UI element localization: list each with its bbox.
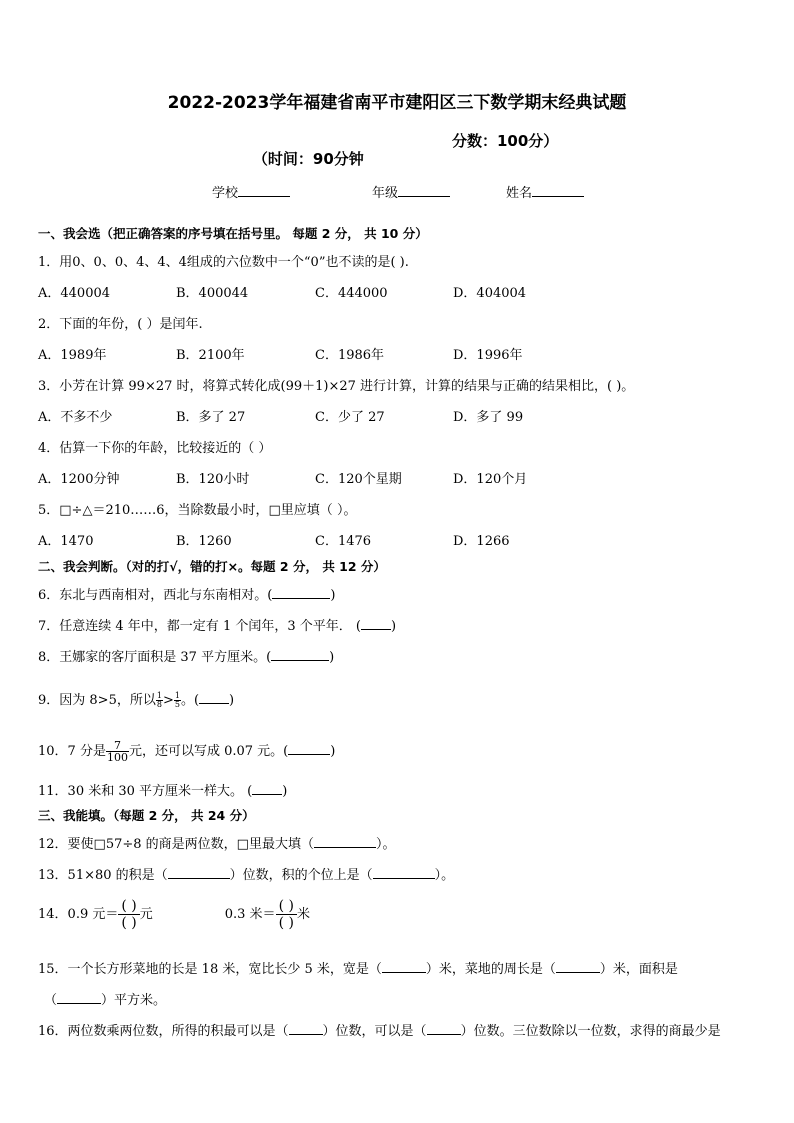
q13-b: ）位数，积的个位上是（ [229, 868, 373, 883]
q16-answer-blank-2[interactable] [427, 1022, 461, 1035]
q14-unit-b: 米 [296, 907, 310, 922]
q15-answer-blank-2[interactable] [556, 960, 600, 973]
q10-close: ) [330, 744, 336, 759]
question-11 [38, 780, 287, 799]
school-blank[interactable] [238, 184, 290, 197]
q14-f1-denominator[interactable]: ( ) [121, 915, 137, 931]
q12-text: 12．要使□57÷8 的商是两位数，□里最大填（ [38, 837, 314, 852]
q9-answer-blank[interactable] [199, 691, 229, 704]
q5-option-a[interactable]: A．1470 [38, 534, 94, 549]
q4-option-d[interactable]: D．120个月 [453, 472, 528, 487]
question-14 [38, 898, 310, 931]
q2-option-a[interactable]: A．1989年 [38, 348, 107, 363]
school-field[interactable] [212, 182, 290, 201]
question-16 [38, 1020, 721, 1039]
q15-e: ）平方米。 [101, 993, 167, 1008]
q10-pre: 10．7 分是 [38, 744, 106, 759]
q1-option-d[interactable]: D．404004 [453, 286, 527, 301]
q16-c: ）位数。三位数除以一位数，求得的商最少是 [460, 1024, 721, 1039]
name-label: 姓名 [506, 186, 533, 201]
q14-fraction-1[interactable] [118, 898, 139, 931]
page-title: 2022-2023学年福建省南平市建阳区三下数学期末经典试题 [167, 93, 627, 113]
q8-text: 8．王娜家的客厅面积是 37 平方厘米。( [38, 650, 272, 665]
q10-fraction [106, 740, 129, 763]
q7-close: ) [390, 619, 397, 634]
q15-b: ）米，菜地的周长是（ [425, 962, 556, 977]
q13-answer-blank-1[interactable] [168, 866, 230, 879]
q16-b: ）位数，可以是（ [322, 1024, 427, 1039]
question-6 [38, 584, 335, 603]
q9-post: 。( [180, 693, 200, 708]
q12-close: ）。 [375, 837, 396, 852]
section-2-heading: 二、我会判断。（对的打√，错的打×。每题 2 分， 共 12 分） [38, 559, 386, 574]
q10-denominator: 100 [106, 751, 128, 764]
q8-close: ) [329, 650, 335, 665]
q3-option-c[interactable]: C．少了 27 [315, 410, 385, 425]
question-1: 1．用0、0、0、4、4、4组成的六位数中一个“0”也不读的是( ). [38, 255, 409, 270]
q2-option-d[interactable]: D．1996年 [453, 348, 523, 363]
q14-f2-numerator[interactable]: ( ) [276, 898, 297, 915]
q1-option-b[interactable]: B．400044 [176, 286, 249, 301]
q15-answer-blank-1[interactable] [382, 960, 426, 973]
q4-option-b[interactable]: B．120小时 [176, 472, 250, 487]
q14-fraction-2[interactable] [276, 898, 297, 931]
q1-option-c[interactable]: C．444000 [315, 286, 388, 301]
question-15-line-2 [44, 989, 166, 1008]
school-label: 学校 [212, 186, 239, 201]
q5-option-d[interactable]: D．1266 [453, 534, 510, 549]
q7-text: 7．任意连续 4 年中，都一定有 1 个闰年，3 个平年． ( [38, 619, 361, 634]
question-9 [38, 689, 234, 709]
question-12 [38, 833, 395, 852]
q13-a: 13．51×80 的积是（ [38, 868, 168, 883]
q3-option-d[interactable]: D．多了 99 [453, 410, 524, 425]
q13-answer-blank-2[interactable] [373, 866, 435, 879]
q6-close: ) [330, 588, 336, 603]
question-3: 3．小芳在计算 99×27 时，将算式转化成(99＋1)×27 进行计算，计算的结果与正确的结果相比，( )。 [38, 379, 635, 394]
question-7 [38, 615, 396, 634]
q15-a: 15．一个长方形菜地的长是 18 米，宽比长少 5 米，宽是（ [38, 962, 382, 977]
q15-answer-blank-3[interactable] [57, 991, 101, 1004]
q6-text: 6．东北与西南相对，西北与东南相对。( [38, 588, 273, 603]
q1-option-a[interactable]: A．440004 [38, 286, 111, 301]
q15-c: ）米，面积是 [599, 962, 678, 977]
q9-gt: > [162, 693, 174, 708]
q14-a: 14．0.9 元＝ [38, 907, 119, 922]
exam-time: （时间：90分钟 [252, 150, 364, 168]
q12-answer-blank[interactable] [314, 835, 376, 848]
q3-option-a[interactable]: A．不多不少 [38, 410, 113, 425]
q9-f2-denominator: 5 [174, 700, 180, 709]
grade-blank[interactable] [398, 184, 450, 197]
section-3-heading: 三、我能填。（每题 2 分， 共 24 分） [38, 808, 255, 823]
q6-answer-blank[interactable] [272, 586, 330, 599]
q9-f1-numerator: 1 [156, 691, 162, 700]
question-4: 4．估算一下你的年龄，比较接近的（ ） [38, 441, 272, 456]
question-8 [38, 646, 334, 665]
q15-d: （ [44, 993, 58, 1008]
q9-f2-numerator: 1 [174, 691, 180, 700]
question-13 [38, 864, 454, 883]
q14-unit-a: 元 [139, 907, 153, 922]
q4-option-a[interactable]: A．1200分钟 [38, 472, 120, 487]
q10-numerator: 7 [106, 740, 129, 752]
q8-answer-blank[interactable] [271, 648, 329, 661]
question-2: 2．下面的年份，( ）是闰年. [38, 317, 203, 332]
q2-option-b[interactable]: B．2100年 [176, 348, 245, 363]
name-blank[interactable] [532, 184, 584, 197]
q13-c: ）。 [434, 868, 455, 883]
q3-option-b[interactable]: B．多了 27 [176, 410, 246, 425]
q11-text: 11．30 米和 30 平方厘米一样大。 ( [38, 784, 253, 799]
q11-answer-blank[interactable] [252, 782, 282, 795]
q9-f1-denominator: 8 [156, 700, 162, 709]
section-1-heading: 一、我会选（把正确答案的序号填在括号里。 每题 2 分， 共 10 分） [38, 226, 428, 241]
grade-field[interactable] [372, 182, 450, 201]
q9-fraction-1 [156, 692, 163, 709]
question-5: 5．□÷△＝210……6，当除数最小时，□里应填（ ）。 [38, 503, 357, 518]
question-10 [38, 740, 335, 763]
q5-option-c[interactable]: C．1476 [315, 534, 372, 549]
q16-a: 16．两位数乘两位数，所得的积最可以是（ [38, 1024, 289, 1039]
q2-option-c[interactable]: C．1986年 [315, 348, 385, 363]
name-field[interactable] [506, 182, 584, 201]
q11-close: ) [282, 784, 288, 799]
q7-answer-blank[interactable] [361, 617, 391, 630]
q10-answer-blank[interactable] [288, 742, 330, 755]
q9-fraction-2 [174, 692, 181, 709]
q14-b: 0.3 米＝ [224, 907, 276, 922]
exam-score: 分数：100分） [452, 132, 559, 150]
grade-label: 年级 [372, 186, 399, 201]
q14-f1-numerator[interactable]: ( ) [118, 898, 139, 915]
q16-answer-blank-1[interactable] [289, 1022, 323, 1035]
q5-option-b[interactable]: B．1260 [176, 534, 232, 549]
q10-post: 元，还可以写成 0.07 元。( [128, 744, 289, 759]
question-15-line-1 [38, 958, 678, 977]
q4-option-c[interactable]: C．120个星期 [315, 472, 402, 487]
q9-pre: 9．因为 8>5，所以 [38, 693, 156, 708]
q14-f2-denominator[interactable]: ( ) [278, 915, 294, 931]
q9-close: ) [229, 693, 235, 708]
